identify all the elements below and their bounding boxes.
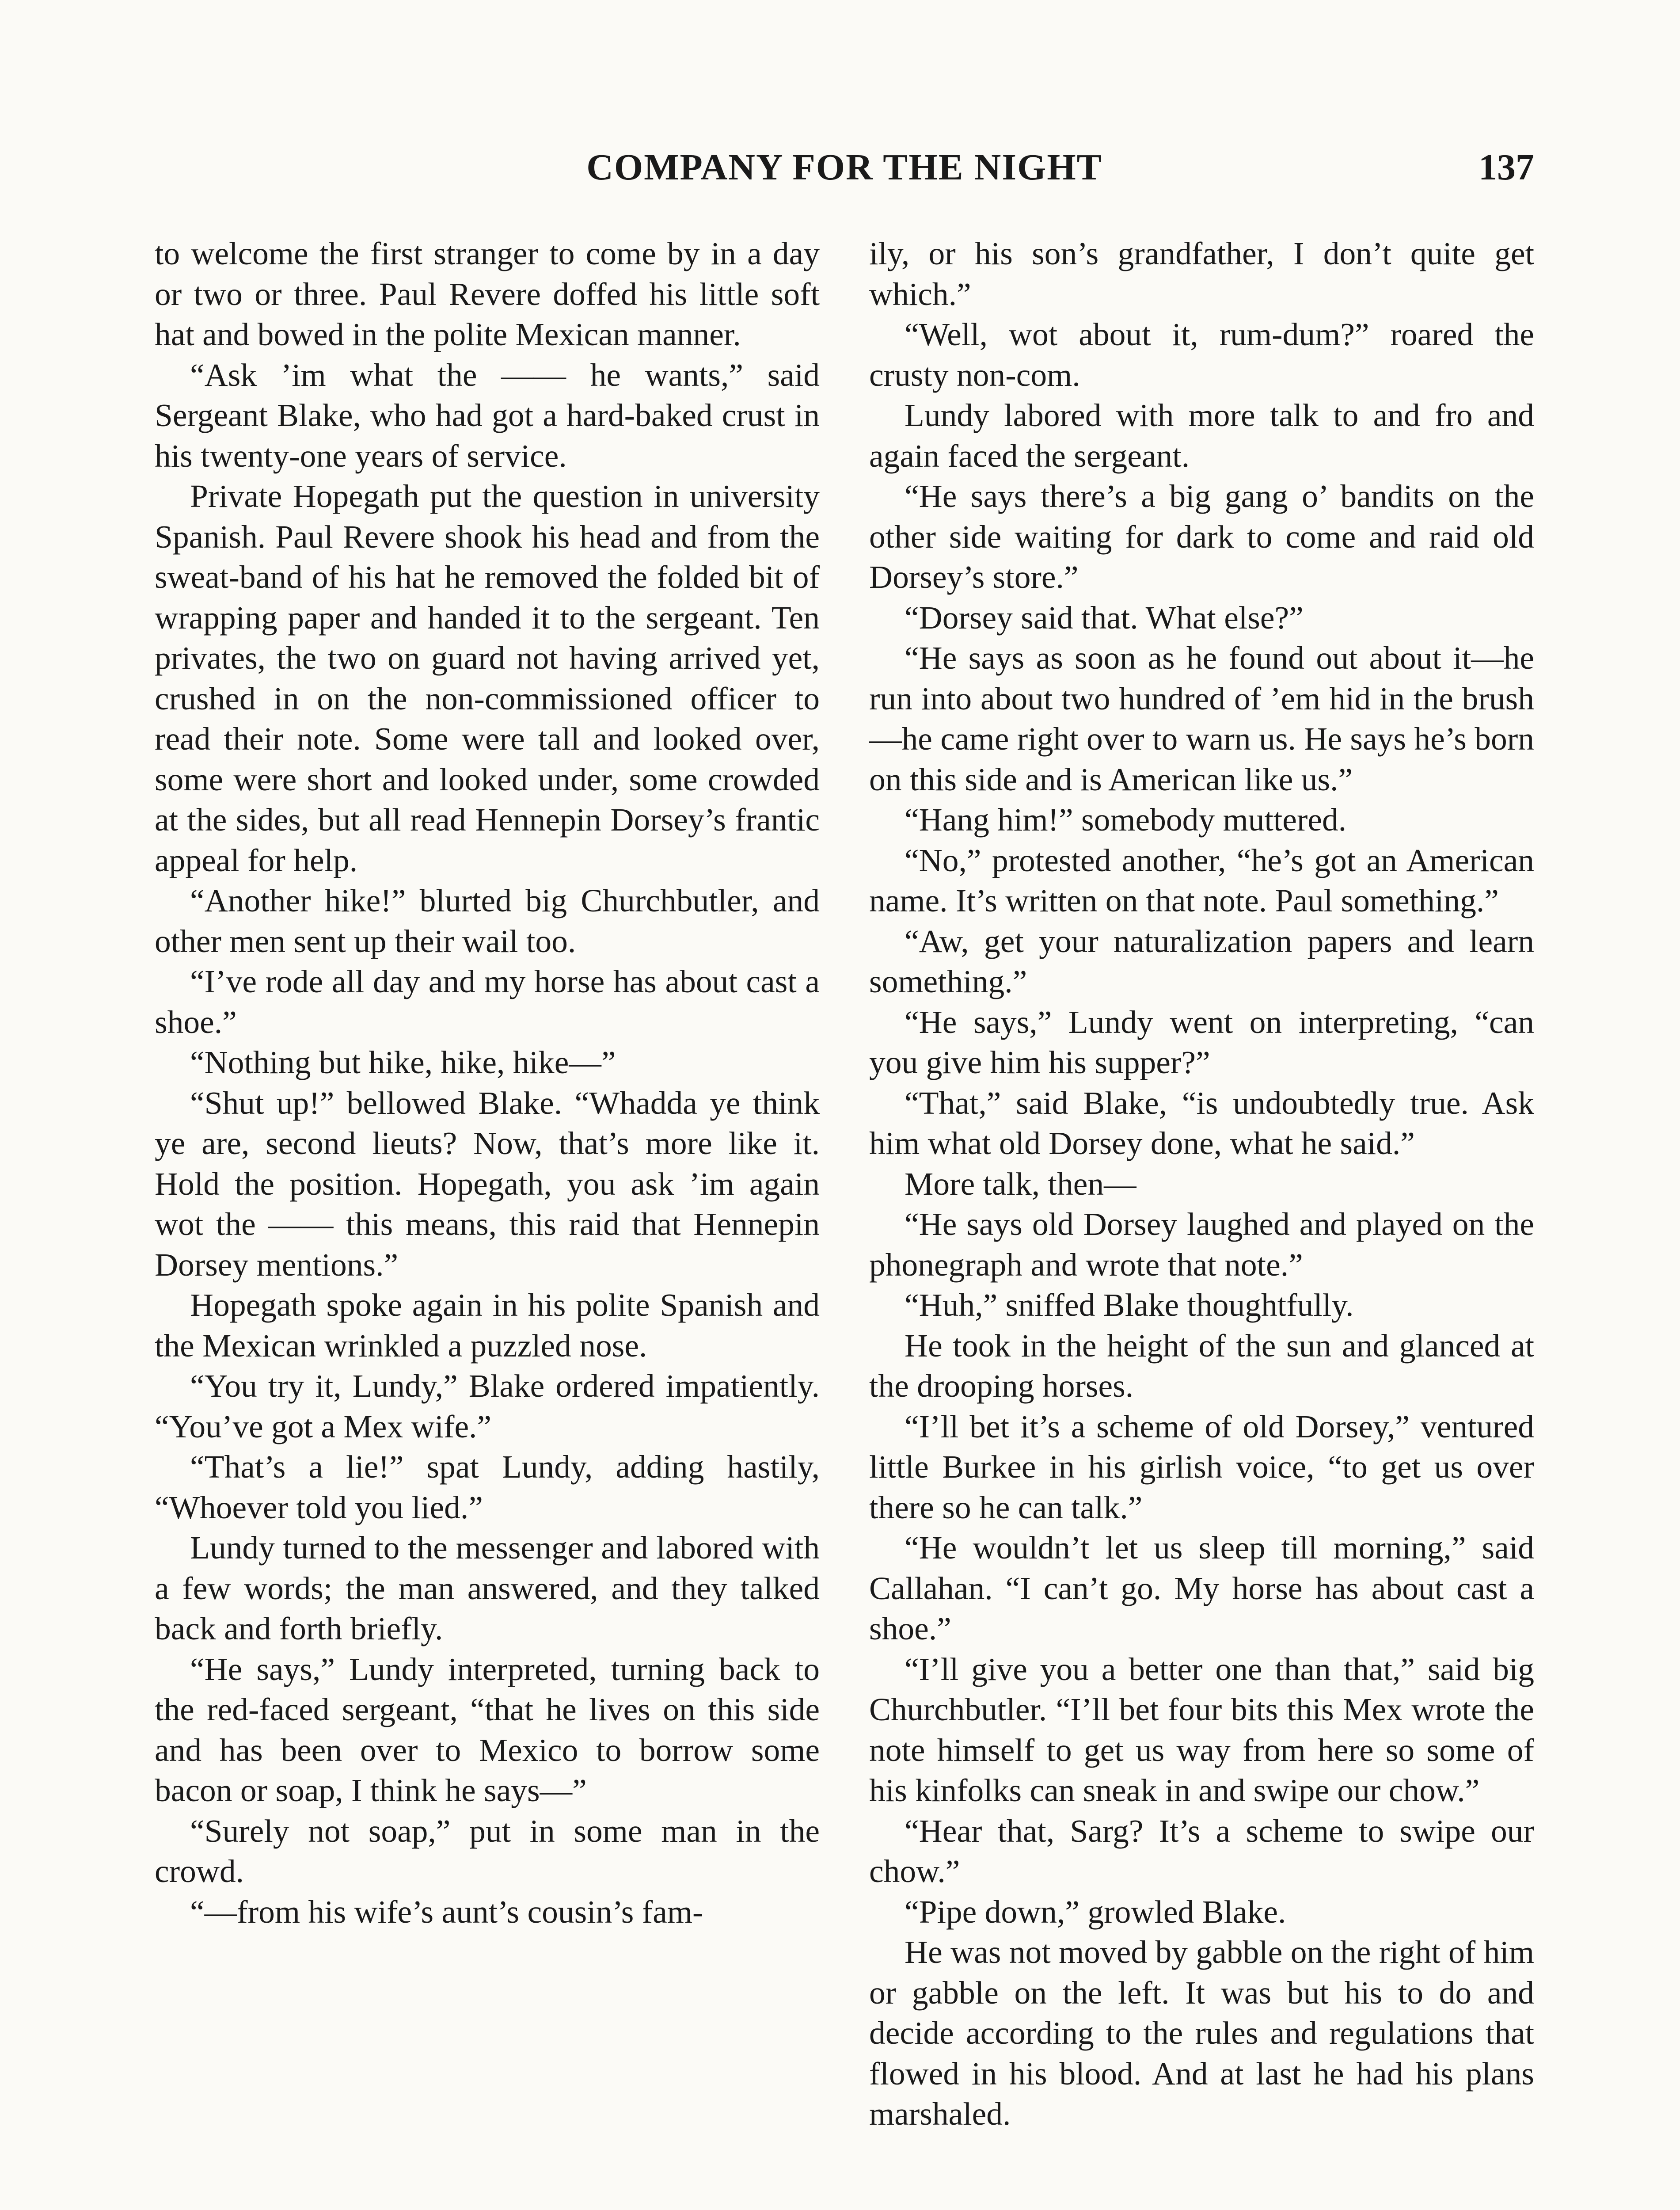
paragraph: He was not moved by gabble on the right of him or gabble on the left. It was but his to do and decide according to the rules and regulations that flowed in his blood. And at last he had his plans marshaled. [869, 1934, 1534, 2132]
paragraph: “I’ll bet it’s a scheme of old Dorsey,” ventured little Burkee in his girlish voice, “to get us over there so he can talk.” [869, 1408, 1534, 1525]
paragraph: “That,” said Blake, “is undoubtedly true. Ask him what old Dorsey done, what he said.” [869, 1085, 1534, 1161]
paragraph: “Hang him!” somebody muttered. [905, 802, 1347, 838]
paragraph: “Ask ’im what the —— he wants,” said Sergeant Blake, who had got a hard-baked crust in his twenty-one years of service. [155, 357, 820, 474]
paragraph: “You try it, Lundy,” Blake ordered impatiently. “You’ve got a Mex wife.” [155, 1368, 820, 1444]
paragraph: Lundy labored with more talk to and fro and again faced the sergeant. [869, 397, 1534, 474]
paragraph: “Nothing but hike, hike, hike—” [190, 1044, 616, 1080]
paragraph: “Shut up!” bellowed Blake. “Whadda ye think ye are, second lieuts? Now, that’s more like it. Hold the position. Hopegath, you ask ’im again wot the —— this means, this raid that Hennepin Dorsey mentions.” [155, 1085, 820, 1283]
paragraph: “Aw, get your naturalization papers and learn something.” [869, 923, 1534, 999]
paragraph: Private Hopegath put the question in university Spanish. Paul Revere shook his head and from the sweat-band of his hat he removed the folded bit of wrapping paper and handed it to the sergeant. Ten privates, the two on guard not having arrived yet, crushed in on the non-commissioned officer to read their note. Some were tall and looked over, some were short and looked under, some crowded at the sides, but all read Hennepin Dorsey’s frantic appeal for help. [155, 478, 820, 878]
paragraph: “He wouldn’t let us sleep till morning,” said Callahan. “I can’t go. My horse has about cast a shoe.” [869, 1530, 1534, 1646]
text-columns [155, 233, 1534, 2210]
paragraph: “He says,” Lundy interpreted, turning back to the red-faced sergeant, “that he lives on this side and has been over to Mexico to borrow some bacon or soap, I think he says—” [155, 1651, 820, 1808]
paragraph: “No,” protested another, “he’s got an American name. It’s written on that note. Paul something.” [869, 842, 1534, 918]
running-title: COMPANY FOR THE NIGHT [586, 147, 1102, 188]
paragraph: He took in the height of the sun and glanced at the drooping horses. [869, 1327, 1534, 1404]
paragraph: “Hear that, Sarg? It’s a scheme to swipe our chow.” [869, 1813, 1534, 1889]
paragraph: “Dorsey said that. What else?” [905, 599, 1304, 636]
paragraph: “He says old Dorsey laughed and played on the phonegraph and wrote that note.” [869, 1206, 1534, 1283]
paragraph: “He says,” Lundy went on interpreting, “can you give him his supper?” [869, 1004, 1534, 1080]
paragraph: to welcome the first stranger to come by in a day or two or three. Paul Revere doffed his little soft hat and bowed in the polite Mexican manner. [155, 236, 820, 352]
running-head [155, 146, 1534, 199]
paragraph: “Another hike!” blurted big Churchbutler, and other men sent up their wail too. [155, 883, 820, 959]
paragraph: Hopegath spoke again in his polite Spanish and the Mexican wrinkled a puzzled nose. [155, 1287, 820, 1364]
paragraph: “—from his wife’s aunt’s cousin’s fam- [190, 1894, 703, 1930]
right-column [869, 233, 1534, 2210]
page-number: 137 [1479, 147, 1534, 188]
paragraph: “Pipe down,” growled Blake. [905, 1894, 1286, 1930]
paragraph: “Huh,” sniffed Blake thoughtfully. [905, 1287, 1354, 1323]
paragraph: Lundy turned to the messenger and labored with a few words; the man answered, and they talked back and forth briefly. [155, 1530, 820, 1646]
paragraph: “Surely not soap,” put in some man in the crowd. [155, 1813, 820, 1889]
left-column [155, 233, 820, 2210]
paragraph: More talk, then— [905, 1166, 1136, 1202]
paragraph: “He says there’s a big gang o’ bandits on the other side waiting for dark to come and raid old Dorsey’s store.” [869, 478, 1534, 595]
paragraph: “I’ll give you a better one than that,” said big Churchbutler. “I’ll bet four bits this Mex wrote the note himself to get us way from here so some of his kinfolks can sneak in and swipe our chow.” [869, 1651, 1534, 1808]
paragraph: ily, or his son’s grandfather, I don’t quite get which.” [869, 236, 1534, 312]
paragraph: “He says as soon as he found out about it—he run into about two hundred of ’em hid in the brush—he came right over to warn us. He says he’s born on this side and is American like us.” [869, 640, 1534, 797]
paragraph: “Well, wot about it, rum-dum?” roared the crusty non-com. [869, 316, 1534, 393]
paragraph: “I’ve rode all day and my horse has about cast a shoe.” [155, 964, 820, 1040]
paragraph: “That’s a lie!” spat Lundy, adding hastily, “Whoever told you lied.” [155, 1449, 820, 1525]
